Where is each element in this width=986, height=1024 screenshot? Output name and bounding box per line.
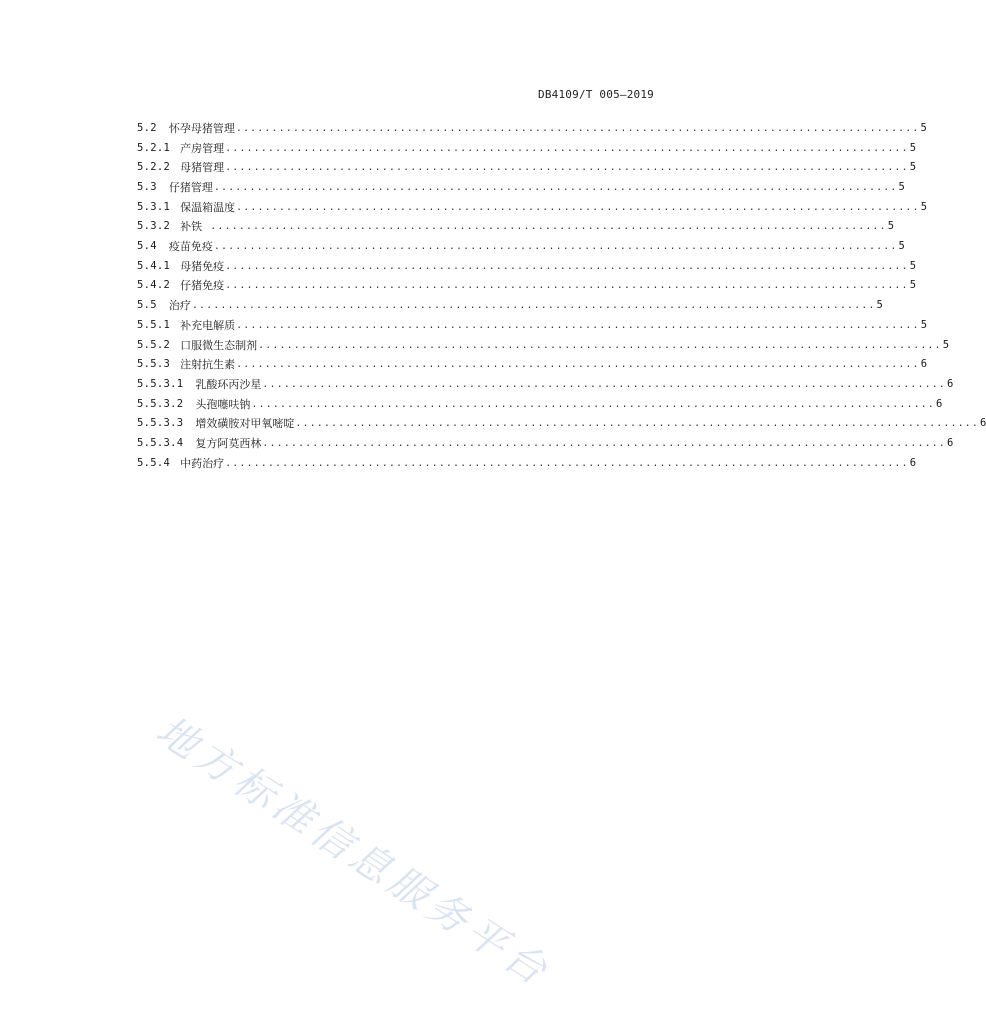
toc-entry[interactable] bbox=[137, 198, 928, 218]
toc-page-number: 5 bbox=[920, 318, 928, 331]
toc-entry[interactable] bbox=[137, 296, 883, 316]
toc-section-title: 补充电解质 bbox=[180, 318, 236, 332]
toc-page-number: 5 bbox=[909, 279, 917, 292]
toc-section-title: 口服微生态制剂 bbox=[180, 338, 258, 352]
toc-entry[interactable] bbox=[137, 257, 917, 277]
toc-leader-dots: ................................................................................................ bbox=[225, 280, 909, 292]
toc-section-number: 5.5.3.1 bbox=[137, 377, 184, 390]
toc-section-title: 疫苗免疫 bbox=[168, 240, 213, 254]
watermark-text: 地方标准信息服务平台 bbox=[148, 707, 559, 997]
toc-page-number: 5 bbox=[909, 259, 917, 272]
toc-section-title: 补铁 bbox=[180, 220, 203, 234]
toc-section-title: 仔猪免疫 bbox=[180, 279, 225, 293]
toc-section-number: 5.3.1 bbox=[137, 200, 171, 213]
toc-section-number: 5.5 bbox=[137, 299, 157, 312]
toc-entry[interactable] bbox=[137, 178, 905, 198]
toc-leader-dots: ................................................................................................ bbox=[213, 182, 898, 194]
toc-section-number: 5.2.1 bbox=[137, 141, 171, 154]
toc-page-number: 5 bbox=[942, 338, 950, 351]
toc-page-number: 6 bbox=[979, 417, 986, 430]
toc-leader-dots: ................................................................................................ bbox=[225, 457, 909, 469]
toc-leader-dots: ................................................................................................ bbox=[262, 437, 946, 449]
toc-entry[interactable] bbox=[137, 119, 927, 139]
toc-entry[interactable] bbox=[137, 277, 917, 297]
toc-section-number: 5.2 bbox=[137, 121, 157, 134]
toc-section-number: 5.4.2 bbox=[137, 279, 171, 292]
toc-section-title: 产房管理 bbox=[180, 141, 225, 155]
toc-section-title: 中药治疗 bbox=[180, 456, 225, 470]
toc-entry[interactable] bbox=[137, 158, 917, 178]
toc-page-number: 5 bbox=[898, 240, 905, 253]
toc-page-number: 6 bbox=[909, 456, 917, 469]
toc-section-number: 5.5.1 bbox=[137, 318, 171, 331]
toc-leader-dots: ................................................................................................ bbox=[225, 142, 909, 154]
toc-entry[interactable] bbox=[137, 316, 928, 336]
toc-section-number: 5.5.2 bbox=[137, 338, 171, 351]
toc-leader-dots: ................................................................................................ bbox=[213, 241, 898, 253]
toc-page-number: 6 bbox=[920, 358, 928, 371]
toc-section-number: 5.5.3.2 bbox=[137, 397, 184, 410]
toc-entry[interactable] bbox=[137, 217, 895, 237]
toc-page-number: 5 bbox=[909, 141, 917, 154]
toc-section-number: 5.5.3.3 bbox=[137, 417, 184, 430]
table-of-contents bbox=[137, 119, 986, 473]
toc-page-number: 6 bbox=[946, 377, 954, 390]
toc-section-title: 头孢噻呋钠 bbox=[195, 397, 251, 411]
toc-entry[interactable] bbox=[137, 237, 905, 257]
toc-leader-dots: ................................................................................................ bbox=[235, 122, 920, 134]
toc-leader-dots: ................................................................................................ bbox=[191, 300, 876, 312]
toc-leader-dots: ................................................................................................ bbox=[295, 418, 979, 430]
toc-leader-dots: ................................................................................................ bbox=[251, 398, 935, 410]
toc-section-title: 增效磺胺对甲氧嘧啶 bbox=[195, 417, 295, 431]
toc-page-number: 6 bbox=[935, 397, 943, 410]
toc-leader-dots: ................................................................................................ bbox=[262, 378, 946, 390]
toc-leader-dots: ................................................................................................ bbox=[225, 162, 909, 174]
toc-entry[interactable] bbox=[137, 139, 917, 159]
toc-section-title: 治疗 bbox=[168, 299, 191, 313]
toc-section-title: 注射抗生素 bbox=[180, 358, 236, 372]
toc-leader-dots: ................................................................................................ bbox=[236, 201, 920, 213]
toc-entry[interactable] bbox=[137, 355, 928, 375]
toc-entry[interactable] bbox=[137, 434, 954, 454]
toc-section-number: 5.5.3.4 bbox=[137, 436, 184, 449]
toc-page-number: 5 bbox=[909, 161, 917, 174]
toc-section-title: 保温箱温度 bbox=[180, 200, 236, 214]
toc-page-number: 5 bbox=[920, 121, 927, 134]
toc-section-title: 怀孕母猪管理 bbox=[168, 121, 235, 135]
document-code-header: DB4109/T 005—2019 bbox=[538, 88, 654, 101]
toc-leader-dots: ................................................................................................ bbox=[258, 339, 942, 351]
toc-entry[interactable] bbox=[137, 336, 950, 356]
toc-page-number: 5 bbox=[898, 181, 905, 194]
toc-leader-dots: ................................................................................................ bbox=[236, 359, 920, 371]
toc-leader-dots: ............................................................................................... bbox=[203, 221, 887, 233]
toc-section-number: 5.4 bbox=[137, 240, 157, 253]
toc-section-title: 仔猪管理 bbox=[168, 181, 213, 195]
toc-entry[interactable] bbox=[137, 414, 986, 434]
toc-leader-dots: ................................................................................................ bbox=[236, 319, 920, 331]
toc-section-number: 5.5.4 bbox=[137, 456, 171, 469]
toc-section-number: 5.5.3 bbox=[137, 358, 171, 371]
toc-section-number: 5.4.1 bbox=[137, 259, 171, 272]
toc-entry[interactable] bbox=[137, 395, 943, 415]
toc-page-number: 5 bbox=[887, 220, 895, 233]
toc-entry[interactable] bbox=[137, 375, 954, 395]
toc-page-number: 5 bbox=[920, 200, 928, 213]
toc-page-number: 5 bbox=[876, 299, 883, 312]
toc-section-title: 母猪免疫 bbox=[180, 259, 225, 273]
toc-section-number: 5.3.2 bbox=[137, 220, 171, 233]
toc-page-number: 6 bbox=[946, 436, 954, 449]
toc-leader-dots: ................................................................................................ bbox=[225, 260, 909, 272]
toc-section-number: 5.2.2 bbox=[137, 161, 171, 174]
toc-entry[interactable] bbox=[137, 454, 917, 474]
toc-section-number: 5.3 bbox=[137, 181, 157, 194]
toc-section-title: 复方阿莫西林 bbox=[195, 436, 262, 450]
toc-section-title: 乳酸环丙沙星 bbox=[195, 377, 262, 391]
toc-section-title: 母猪管理 bbox=[180, 161, 225, 175]
